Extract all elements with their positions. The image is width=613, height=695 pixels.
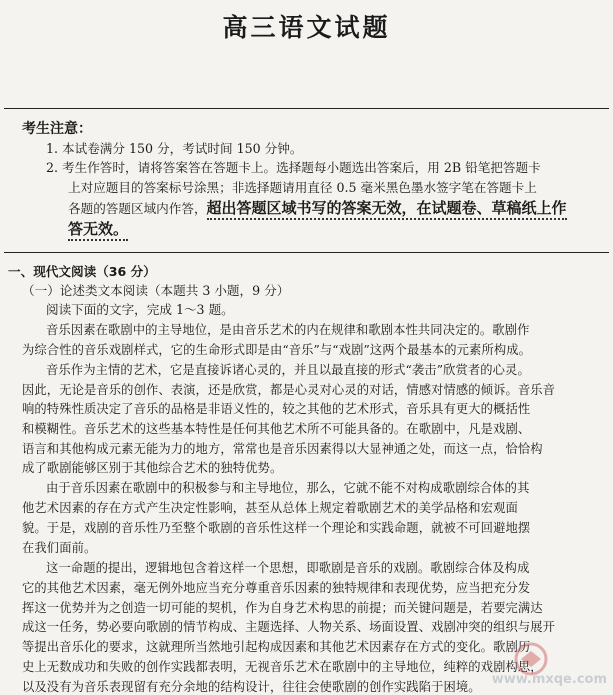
notice-item-2-line-3: [68, 200, 567, 217]
passage-line: 等提出音乐化的要求，这就理所当然地引起构成因素和其他艺术因素存在方式的变化。歌剧历: [22, 640, 531, 654]
passage-line: 挥这一优势并为之创造一切可能的契机，作为自身艺术构思的前提；而关键问题是，若要完满达: [22, 601, 543, 615]
passage-line: 音乐作为主情的艺术，它是直接诉诸心灵的，并且以最直接的形式“袭击”欣赏者的心灵。: [46, 363, 530, 377]
passage-line: 音乐因素在歌剧中的主导地位，是由音乐艺术的内在规律和歌剧本性共同决定的。歌剧作: [46, 323, 530, 337]
notice-item-2-line-1: 2. 考生作答时，请将答案答在答题卡上。选择题每小题选出答案后，用 2B 铅笔把答题卡: [46, 160, 541, 175]
notice-item-1: 1. 本试卷满分 150 分，考试时间 150 分钟。: [46, 141, 303, 156]
passage-line: 和模糊性。音乐艺术的这些基本特性是任何其他艺术所不可能具备的。在歌剧中，凡是戏剧、: [22, 422, 531, 436]
divider: [4, 108, 609, 109]
notice-item-2-line-2: 上对应题目的答案标号涂黑；非选择题请用直径 0.5 毫米黑色墨水签字笔在答题卡上: [68, 180, 537, 195]
passage-line: 他艺术因素的存在方式产生决定性影响，甚至从总体上规定着歌剧艺术的美学品格和宏观面: [22, 501, 518, 515]
passage-line: 貌。于是，戏剧的音乐性乃至整个歌剧的音乐性这样一个理论和实践命题，就被不可回避地摆: [22, 521, 531, 535]
notice-item-2-line-4: [68, 221, 128, 237]
passage-line: 在我们面前。: [22, 541, 97, 555]
passage-line: 它的其他艺术因素，毫无例外地应当充分尊重音乐因素的独特规律和表现优势，应当把充分发: [22, 581, 531, 595]
section-heading: 一、现代文阅读（36 分）: [8, 264, 156, 279]
page-title: 高三语文试题: [222, 13, 391, 42]
passage-line: 成了歌剧能够区别于其他综合艺术的独特优势。: [22, 461, 283, 475]
subsection-heading: （一）论述类文本阅读（本题共 3 小题，9 分）: [22, 283, 290, 298]
passage-line: 这一命题的提出，逻辑地包含着这样一个思想，即歌剧是音乐的戏剧。歌剧综合体及构成: [46, 561, 530, 575]
notice-emphasis-end: 答无效。: [68, 220, 128, 241]
divider: [4, 252, 609, 253]
notice-emphasis: 超出答题区域书写的答案无效，在试题卷、草稿纸上作: [207, 199, 567, 220]
passage-line: 为综合性的音乐戏剧样式，它的生命形式即是由“音乐”与“戏剧”这两个最基本的元素所构成。: [22, 343, 532, 357]
passage-line: 由于音乐因素在歌剧中的积极参与和主导地位，那么，它就不能不对构成歌剧综合体的其: [46, 481, 530, 495]
notice-heading: 考生注意：: [22, 121, 92, 137]
passage-line: 成这一任务，势必要向歌剧的情节构成、主题选择、人物关系、场面设置、戏剧冲突的组织与展开: [22, 620, 556, 634]
watermark-text: www.mxqe.com: [491, 672, 607, 687]
passage-line: 语言和其他构成元素无能为力的地方，常常也是音乐因素得以大显神通之处，而这一点，恰恰构: [22, 442, 543, 456]
passage-line: 史上无数成功和失败的创作实践都表明，无视音乐艺术在歌剧中的主导地位，纯粹的戏剧构思，: [22, 660, 543, 674]
reading-instruction: 阅读下面的文字，完成 1～3 题。: [46, 302, 234, 317]
watermark: [491, 637, 611, 687]
notice-item-2-text: 各题的答题区域内作答，: [68, 201, 207, 216]
passage-line: 响的特殊性质决定了音乐的品格是非语义性的，较之其他的艺术形式，音乐具有更大的概括性: [22, 402, 531, 416]
passage-line: 因此，无论是音乐的创作、表演，还是欣赏，都是心灵对心灵的对话，情感对情感的倾诉。音乐音: [22, 383, 556, 397]
passage-line: 以及没有为音乐表现留有充分余地的结构设计，往往会使歌剧的创作实践陷于困境。: [22, 680, 481, 694]
